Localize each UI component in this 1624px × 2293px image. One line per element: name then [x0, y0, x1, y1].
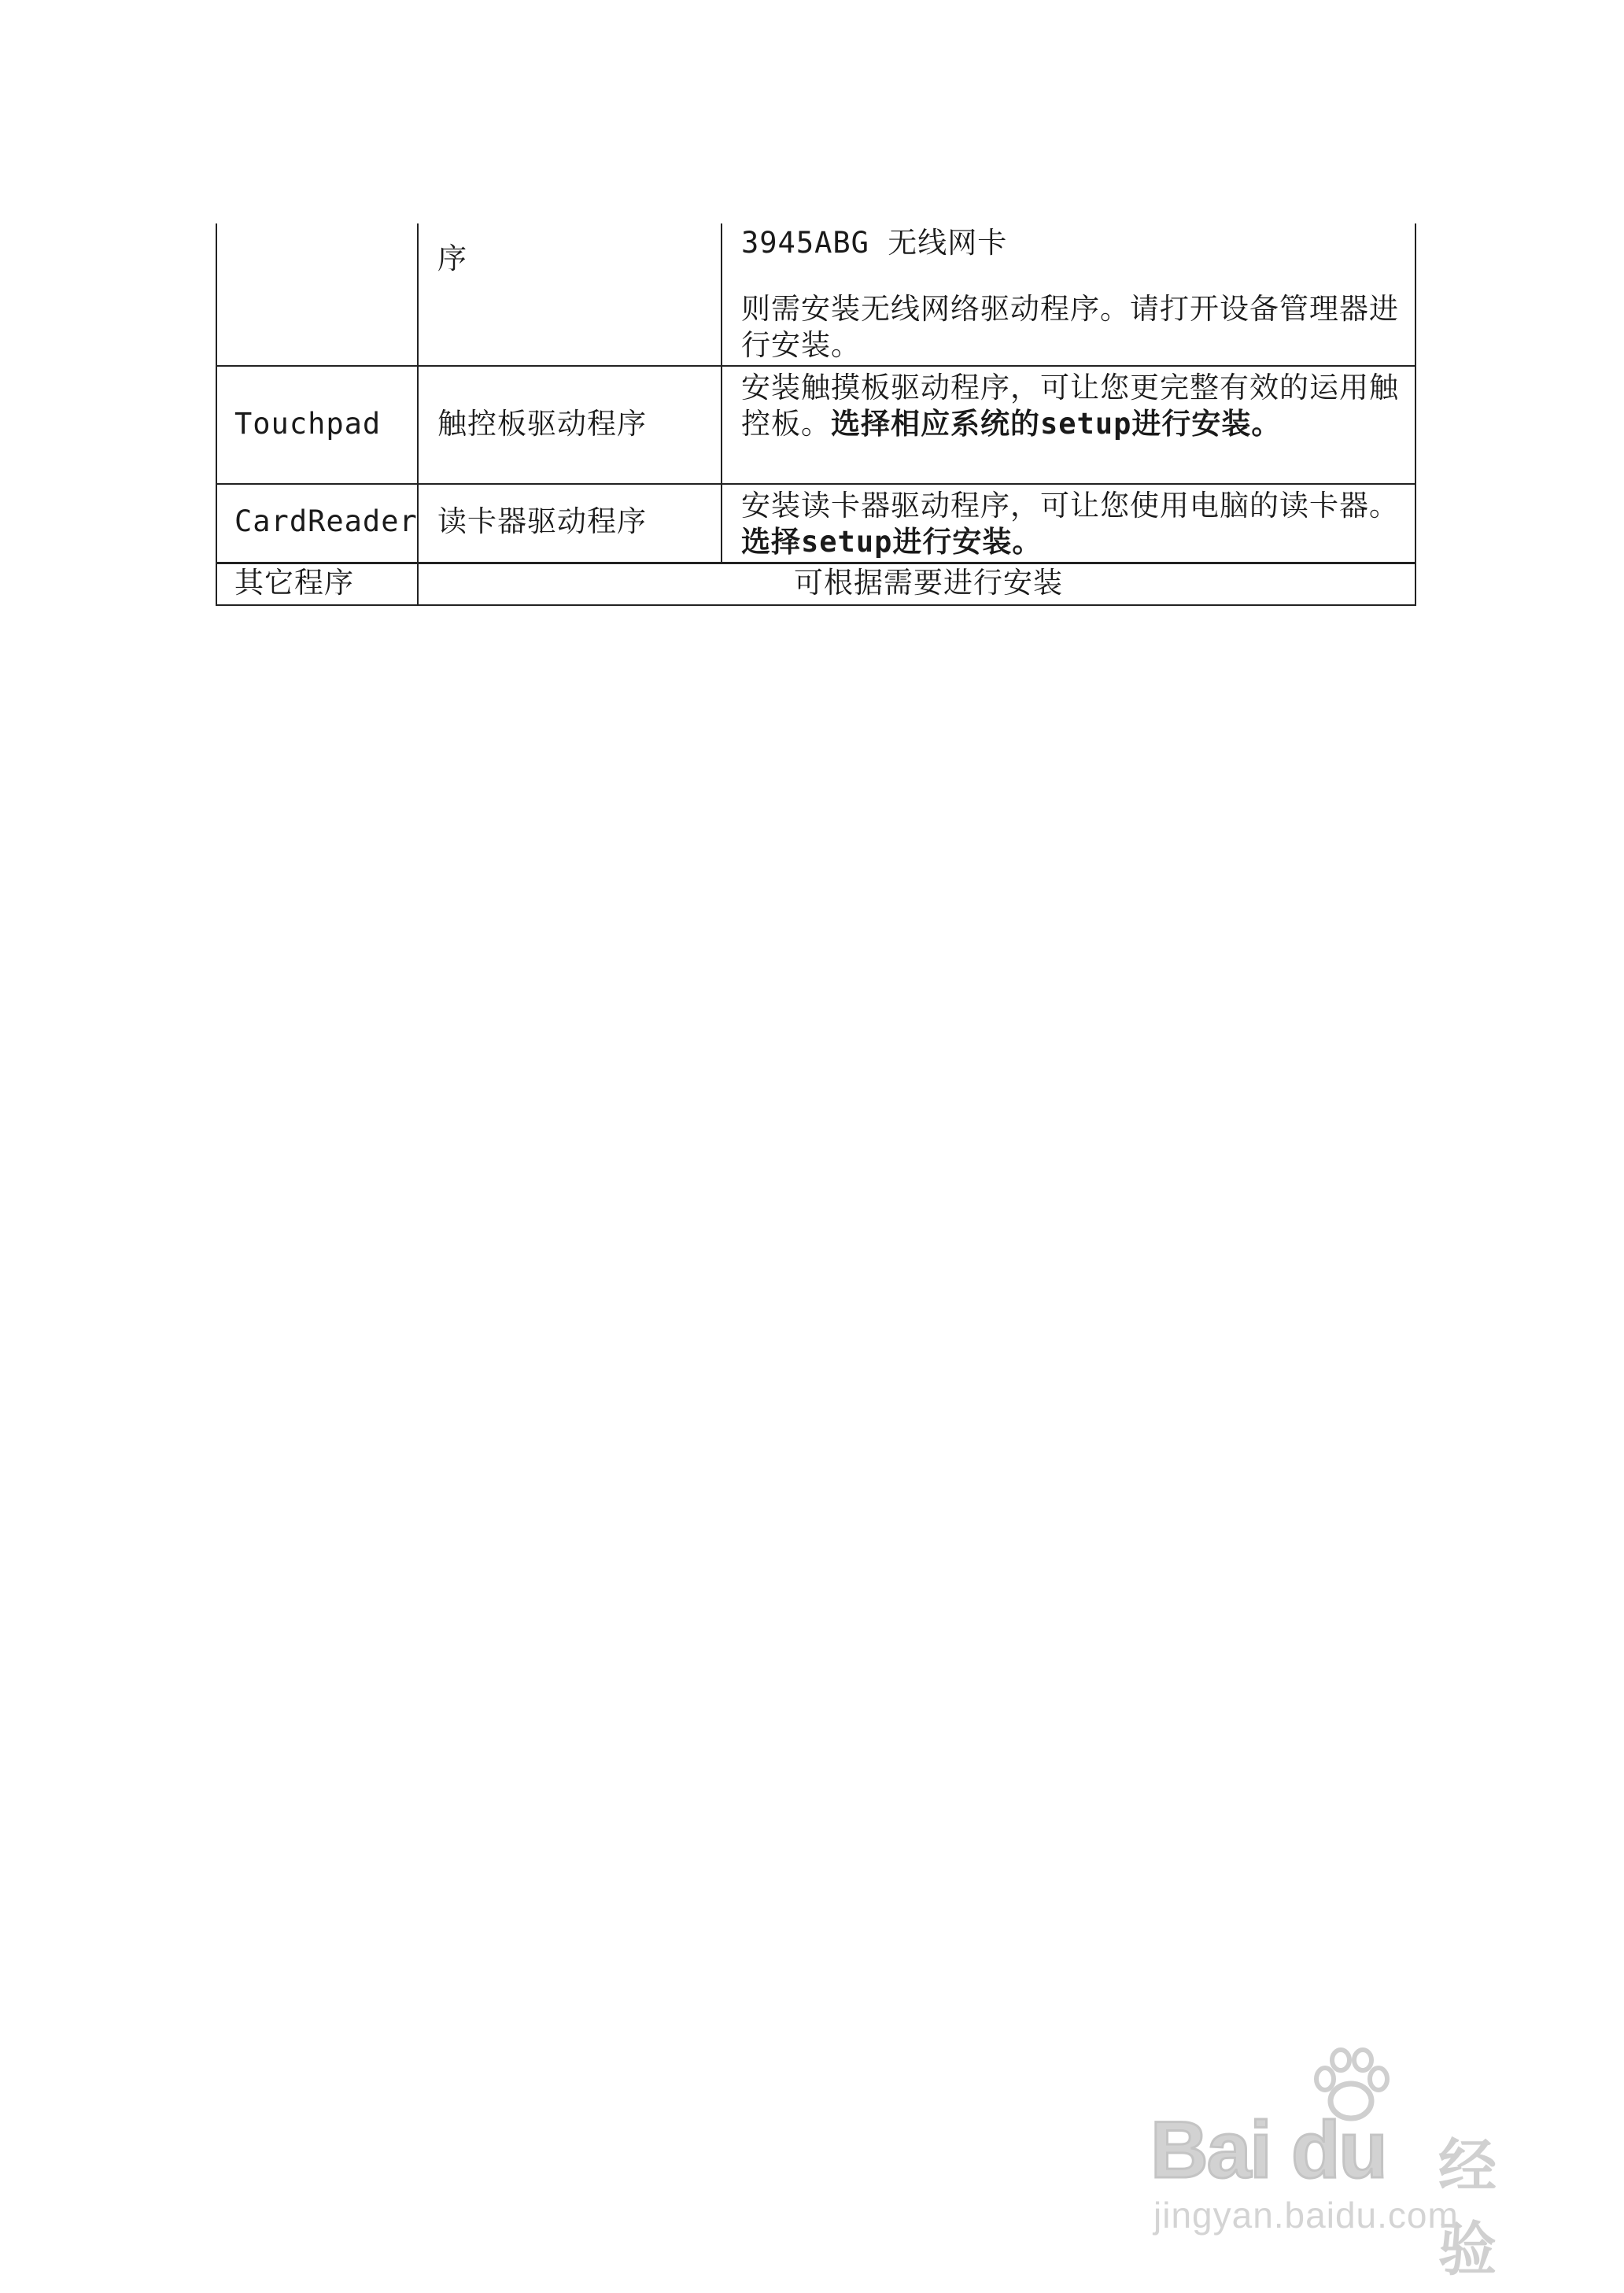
row-divider-2 [216, 483, 1416, 485]
row2-driver: 触控板驱动程序 [437, 407, 647, 441]
watermark-url: jingyan.baidu.com [1153, 2195, 1459, 2236]
table-border-right [1415, 223, 1416, 606]
row3-desc-bold: 选择setup进行安装。 [741, 525, 1043, 559]
watermark-logo: Bai du [1150, 2105, 1386, 2195]
row3-driver: 读卡器驱动程序 [437, 504, 647, 538]
watermark-jingyan: 经验 [1438, 2132, 1497, 2284]
table-border-col2 [721, 223, 722, 562]
table-border-left [216, 223, 217, 606]
footer-note: 可根据需要进行安装 [794, 566, 1063, 600]
row2-desc-bold: 选择相应系统的setup进行安装。 [831, 407, 1282, 441]
table-border-col1 [417, 223, 419, 606]
row2-name: Touchpad [234, 407, 382, 441]
row3-desc-plain: 安装读卡器驱动程序，可让您使用电脑的读卡器。 [741, 489, 1399, 522]
table-border-bottom [216, 604, 1416, 606]
baidu-watermark [1150, 2046, 1544, 2284]
footer-label: 其它程序 [234, 566, 354, 600]
row3-desc [741, 488, 1410, 560]
row2-desc [741, 370, 1410, 442]
row1-desc-line1: 3945ABG 无线网卡 [741, 226, 1008, 260]
row-divider-1 [216, 365, 1416, 367]
row-divider-3 [216, 562, 1416, 564]
row2-desc-plain: 安装触摸板驱动程序，可让您更完整有效的运用触控板。 [741, 371, 1399, 441]
row1-driver: 序 [437, 242, 467, 275]
row1-desc-line2: 则需安装无线网络驱动程序。请打开设备管理器进行安装。 [741, 292, 1399, 362]
row3-name: CardReader [234, 504, 418, 538]
